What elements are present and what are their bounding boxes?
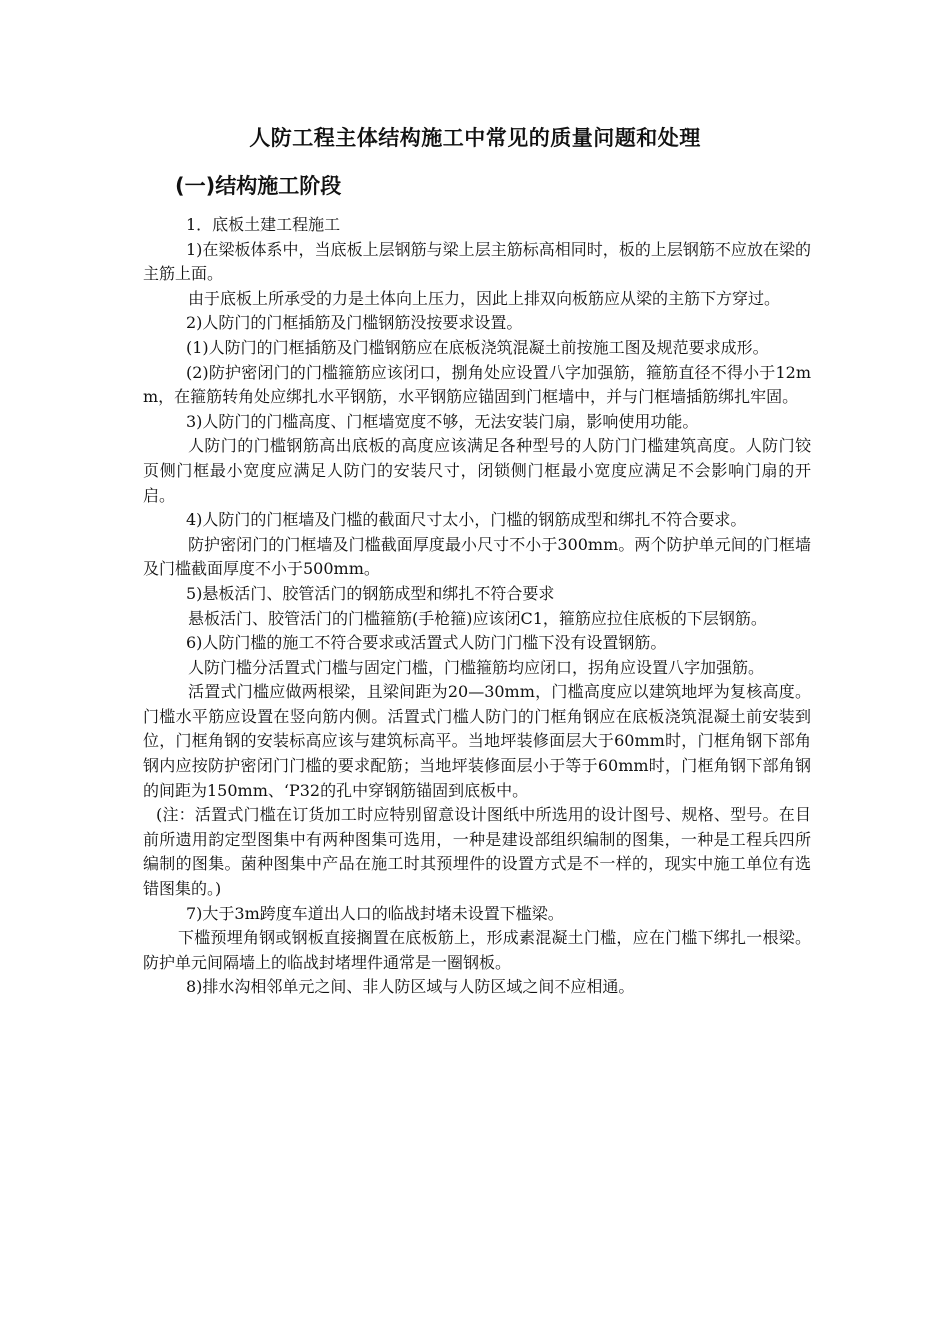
paragraph: (2)防护密闭门的门槛箍筋应该闭口，捌角处应设置八字加强筋，箍筋直径不得小于12mm，在箍筋转角处应绑扎水平钢筋，水平钢筋应锚固到门框墙中，并与门框墙插筋绑扎牢固。 (143, 362, 811, 407)
document-body (143, 213, 811, 1000)
paragraph: (1)人防门的门框插筋及门槛钢筋应在底板浇筑混凝土前按施工图及规范要求成形。 (186, 337, 769, 357)
paragraph: 6)人防门槛的施工不符合要求或活置式人防门门槛下没有设置钢筋。 (186, 633, 667, 653)
paragraph: 7)大于3m跨度车道出人口的临战封堵未设置下槛梁。 (186, 903, 564, 923)
paragraph: 1)在梁板体系中，当底板上层钢筋与梁上层主筋标高相同时，板的上层钢筋不应放在梁的主筋上面。 (143, 239, 811, 284)
paragraph: 下槛预埋角钢或钢板直接搁置在底板筋上，形成素混凝土门槛，应在门槛下绑扎一根梁。防护单元间隔墙上的临战封堵埋件通常是一圈钢板。 (143, 928, 811, 972)
paragraph: 1．底板土建工程施工 (186, 215, 341, 234)
paragraph: (注：活置式门槛在订货加工时应特别留意设计图纸中所选用的设计图号、规格、型号。在目前所遗用韵定型图集中有两种图集可选用，一种是建设部组织编制的图集，一种是工程兵四所编制的图集。菌种图集中产品在施工时其预埋件的设置方式是不一样的，现实中施工单位有选错图集的。) (143, 805, 811, 899)
paragraph: 由于底板上所承受的力是土体向上压力，因此上排双向板筋应从梁的主筋下方穿过。 (188, 288, 781, 308)
paragraph: 人防门槛分活置式门槛与固定门槛，门槛箍筋均应闭口，拐角应设置八字加强筋。 (188, 657, 765, 677)
paragraph: 悬板活门、胶管活门的门槛箍筋(手枪箍)应该闭C1，箍筋应拉住底板的下层钢筋。 (188, 608, 767, 628)
document-title: 人防工程主体结构施工中常见的质量问题和处理 (249, 126, 701, 150)
paragraph: 活置式门槛应做两根梁，且梁间距为20—30mm，门槛高度应以建筑地坪为复核高度。门槛水平筋应设置在竖向筋内侧。活置式门槛人防门的门框角钢应在底板浇筑混凝土前安装到位，门框角钢的安装标高应该与建筑标高平。当地坪装修面层大于60mm时，门框角钢下部角钢内应按防护密闭门门槛的要求配筋；当地坪装修面层小于等于60mm时，门框角钢下部角钢的间距为150mm、‘P32的孔中穿钢筋锚固到底板中。 (143, 682, 811, 800)
paragraph: 3)人防门的门槛高度、门框墙宽度不够，无法安装门扇，影响使用功能。 (186, 411, 699, 431)
paragraph: 5)悬板活门、胶管活门的钢筋成型和绑扎不符合要求 (186, 583, 555, 603)
paragraph: 4)人防门的门框墙及门槛的截面尺寸太小，门槛的钢筋成型和绑扎不符合要求。 (186, 510, 747, 530)
paragraph: 8)排水沟相邻单元之间、非人防区域与人防区域之间不应相通。 (186, 977, 635, 997)
section-heading: (一)结构施工阶段 (175, 174, 342, 198)
paragraph: 人防门的门槛钢筋高出底板的高度应该满足各种型号的人防门门槛建筑高度。人防门铰页侧门框最小宽度应满足人防门的安装尺寸，闭锁侧门框最小宽度应满足不会影响门扇的开启。 (143, 436, 811, 505)
paragraph: 2)人防门的门框插筋及门槛钢筋没按要求设置。 (186, 313, 523, 333)
paragraph: 防护密闭门的门框墙及门槛截面厚度最小尺寸不小于300mm。两个防护单元间的门框墙及门槛截面厚度不小于500mm。 (143, 534, 811, 579)
